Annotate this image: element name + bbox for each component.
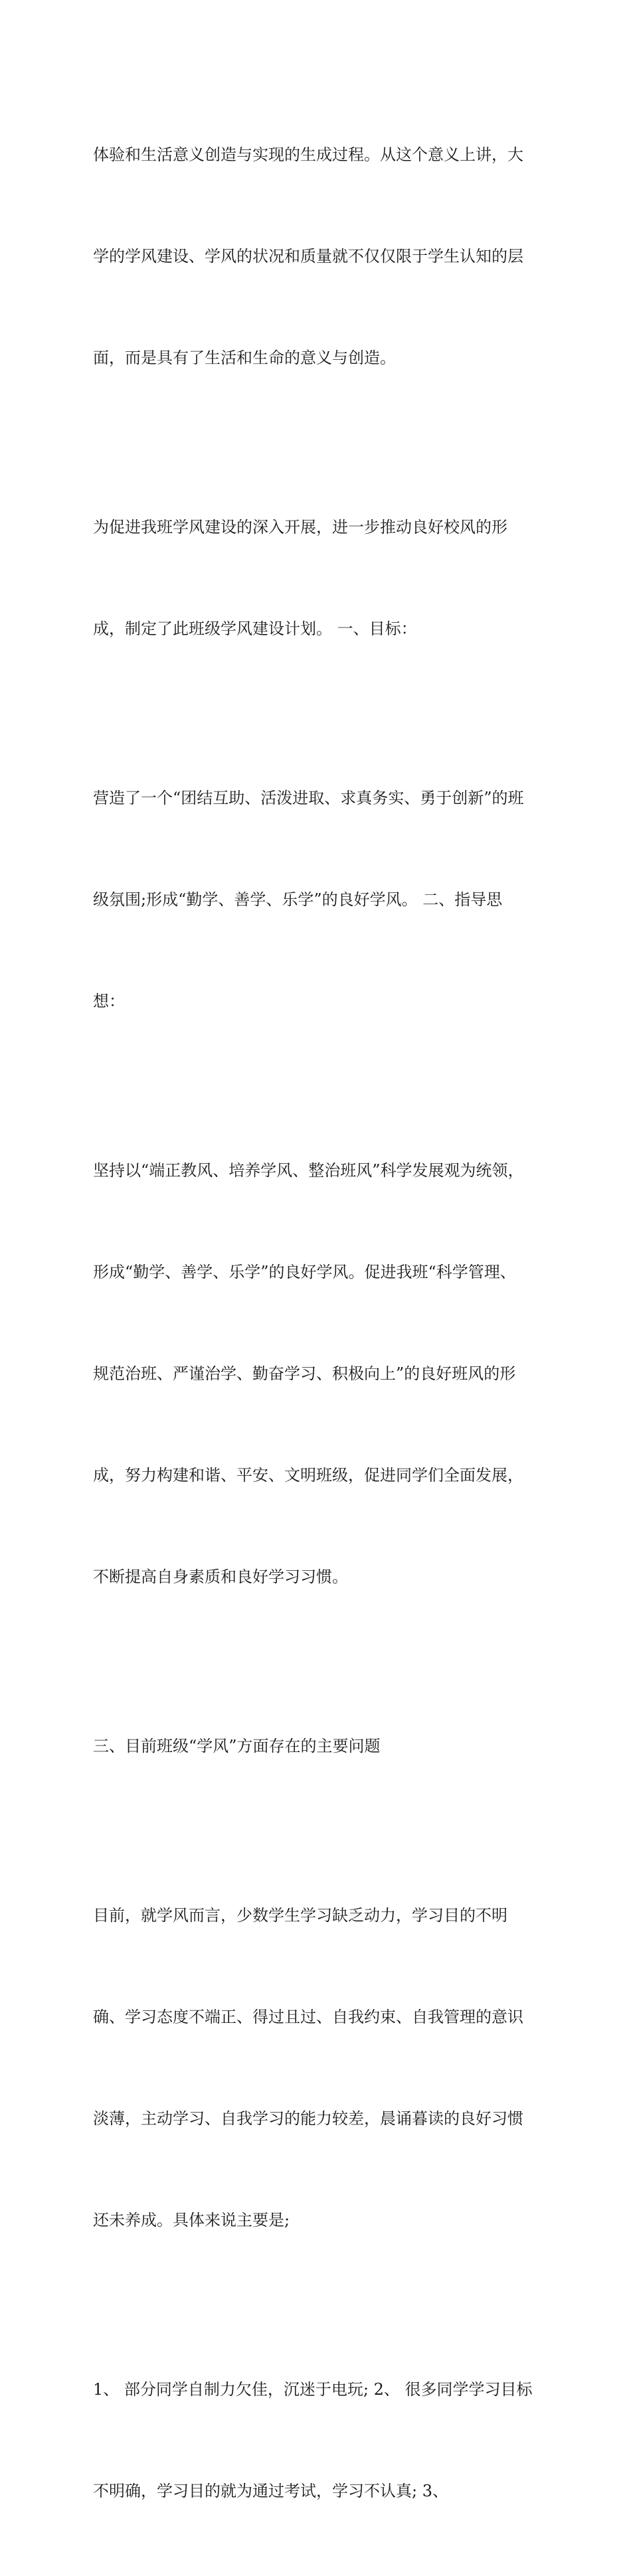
text-line: 营造了一个“团结互助、活泼进取、求真务实、勇于创新”的班: [93, 789, 524, 807]
text-line: 面，而是具有了生活和生命的意义与创造。: [93, 349, 396, 367]
text-line: 形成“勤学、善学、乐学”的良好学风。促进我班“科学管理、: [93, 1263, 516, 1281]
section-heading-problems: [93, 1662, 545, 1831]
text-line: 成，制定了此班级学风建设计划。 一、目标：: [93, 619, 417, 638]
paragraph-plan-intro: [93, 443, 545, 714]
text-line: 不明确，学习目的就为通过考试，学习不认真; 3、: [93, 2482, 448, 2500]
paragraph-guiding-ideas: [93, 1086, 545, 1662]
text-line: 不断提高自身素质和良好学习习惯。: [93, 1568, 348, 1586]
paragraph-learning-meaning: [93, 70, 545, 443]
text-line: 学的学风建设、学风的状况和质量就不仅仅限于学生认知的层: [93, 247, 523, 266]
text-line: 坚持以“端正教风、培养学风、整治班风”科学发展观为统领，: [93, 1161, 524, 1180]
text-line: 体验和生活意义创造与实现的生成过程。从这个意义上讲，大: [93, 145, 523, 164]
paragraph-current-problems: [93, 1831, 545, 2305]
text-line: 淡薄，主动学习、自我学习的能力较差，晨诵暮读的良好习惯: [93, 2109, 523, 2128]
paragraph-problem-list: [93, 2305, 545, 2576]
text-line: 为促进我班学风建设的深入开展，进一步推动良好校风的形: [93, 518, 507, 536]
paragraph-goals: [93, 714, 545, 1086]
text-line: 确、学习态度不端正、得过且过、自我约束、自我管理的意识: [93, 2008, 523, 2026]
text-line: 成，努力构建和谐、平安、文明班级，促进同学们全面发展，: [93, 1466, 523, 1485]
text-line: 1、 部分同学自制力欠佳，沉迷于电玩; 2、 很多同学学习目标: [93, 2380, 533, 2399]
text-line: 还未养成。具体来说主要是;: [93, 2211, 290, 2229]
text-line: 目前，就学风而言，少数学生学习缺乏动力，学习目的不明: [93, 1906, 507, 1925]
text-line: 规范治班、严谨治学、勤奋学习、积极向上”的良好班风的形: [93, 1364, 516, 1383]
document-body: [93, 70, 545, 2576]
text-line: 级氛围;形成“勤学、善学、乐学”的良好学风。 二、指导思: [93, 890, 503, 909]
text-line: 想：: [93, 992, 125, 1010]
text-line: 三、目前班级“学风”方面存在的主要问题: [93, 1737, 381, 1755]
